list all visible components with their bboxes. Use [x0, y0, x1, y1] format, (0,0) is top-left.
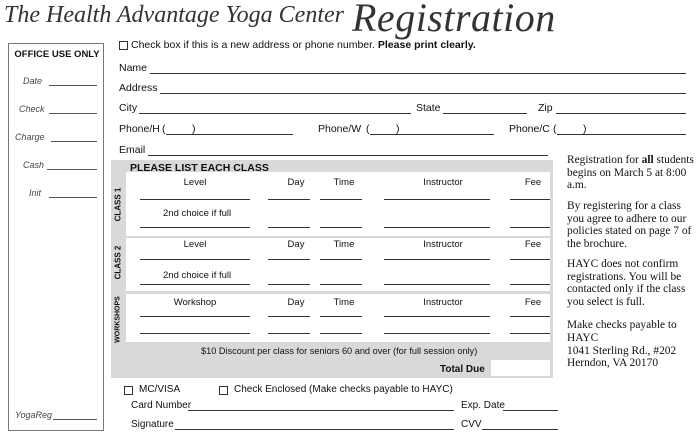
- registration-start-note: [567, 154, 695, 192]
- class1-col-level: Level: [183, 177, 207, 188]
- phone-c-paren-close: ): [583, 123, 587, 135]
- class1-alt-time-field[interactable]: [320, 227, 362, 228]
- registration-start-bold: all: [641, 154, 654, 166]
- phone-w-paren-close: ): [396, 123, 400, 135]
- class1-instructor-field[interactable]: [384, 199, 490, 200]
- total-due-field[interactable]: [491, 360, 550, 376]
- workshop-col-time: Time: [333, 297, 355, 308]
- policy-note: By registering for a class you agree to adhere to our policies stated on page 7 of the brochure.: [567, 200, 692, 250]
- phone-h-paren-close: ): [192, 123, 196, 135]
- registration-start-post: students begins on March 5 at 8:00 a.m.: [567, 154, 694, 191]
- signature-field[interactable]: [175, 429, 454, 430]
- office-cash-line[interactable]: [47, 169, 97, 170]
- class2-col-day: Day: [287, 239, 305, 250]
- class1-col-instructor: Instructor: [423, 177, 463, 188]
- check-enclosed-label: Check Enclosed (Make checks payable to HAYC): [234, 384, 453, 395]
- payable-note: Make checks payable to HAYC: [567, 319, 677, 344]
- office-charge-label: Charge: [15, 132, 45, 142]
- workshop-col-day: Day: [287, 297, 305, 308]
- phone-c-paren-open: (: [553, 123, 557, 135]
- mcvisa-checkbox[interactable]: [124, 386, 133, 395]
- class1-alt-level-field[interactable]: [140, 227, 250, 228]
- workshop1-day-field[interactable]: [268, 316, 310, 317]
- class2-alt-day-field[interactable]: [268, 284, 310, 285]
- office-cash-label: Cash: [23, 160, 45, 170]
- class1-label: CLASS 1: [113, 187, 123, 222]
- total-due-label: Total Due: [440, 364, 485, 375]
- cvv-label: CVV: [461, 419, 482, 430]
- phone-c-field[interactable]: [557, 134, 686, 135]
- state-field[interactable]: [443, 113, 527, 114]
- class2-alt-instructor-field[interactable]: [384, 284, 490, 285]
- workshop1-instructor-field[interactable]: [384, 316, 490, 317]
- workshop1-time-field[interactable]: [320, 316, 362, 317]
- office-init-label: Init: [29, 188, 42, 198]
- office-check-label: Check: [19, 104, 45, 114]
- phone-c-label: Phone/C: [509, 123, 550, 135]
- phone-w-field[interactable]: [370, 134, 494, 135]
- class2-col-fee: Fee: [524, 239, 542, 250]
- phone-h-paren-open: (: [162, 123, 166, 135]
- office-check-line[interactable]: [49, 113, 97, 114]
- class2-alt-time-field[interactable]: [320, 284, 362, 285]
- class2-col-level: Level: [183, 239, 207, 250]
- class1-second-choice-label: 2nd choice if full: [163, 208, 232, 219]
- address-line1: 1041 Sterling Rd., #202: [567, 345, 677, 357]
- class2-col-instructor: Instructor: [423, 239, 463, 250]
- workshop2-day-field[interactable]: [268, 333, 310, 334]
- name-field[interactable]: [150, 73, 686, 74]
- workshop-col-instructor: Instructor: [423, 297, 463, 308]
- workshops-label: WORKSHOPS: [114, 296, 122, 343]
- new-address-checkbox[interactable]: [119, 41, 128, 50]
- check-enclosed-checkbox[interactable]: [219, 386, 228, 395]
- office-use-box: [8, 43, 104, 431]
- signature-label: Signature: [131, 419, 174, 430]
- senior-discount-note: $10 Discount per class for seniors 60 and over (for full session only): [201, 346, 478, 356]
- class1-alt-fee-field[interactable]: [510, 227, 550, 228]
- card-number-field[interactable]: [188, 410, 454, 411]
- city-field[interactable]: [139, 113, 411, 114]
- class1-day-field[interactable]: [268, 199, 310, 200]
- address-line2: Herndon, VA 20170: [567, 357, 659, 369]
- workshop1-fee-field[interactable]: [510, 316, 550, 317]
- office-use-title: OFFICE USE ONLY: [14, 49, 100, 60]
- class2-label: CLASS 2: [113, 245, 123, 280]
- class1-col-fee: Fee: [524, 177, 542, 188]
- workshop2-time-field[interactable]: [320, 333, 362, 334]
- address-label: Address: [119, 82, 158, 94]
- class2-day-field[interactable]: [268, 259, 310, 260]
- class1-alt-instructor-field[interactable]: [384, 227, 490, 228]
- cvv-field[interactable]: [482, 429, 558, 430]
- class2-time-field[interactable]: [320, 259, 362, 260]
- class2-fee-field[interactable]: [510, 259, 550, 260]
- class1-col-time: Time: [333, 177, 355, 188]
- office-charge-line[interactable]: [51, 141, 97, 142]
- new-address-note: [131, 39, 476, 51]
- class2-level-field[interactable]: [140, 259, 250, 260]
- class2-instructor-field[interactable]: [384, 259, 490, 260]
- center-name: The Health Advantage Yoga Center: [4, 2, 344, 28]
- workshop-col-name: Workshop: [173, 297, 217, 308]
- office-date-label: Date: [23, 76, 43, 86]
- page-title: Registration: [352, 0, 556, 40]
- registration-start-pre: Registration for: [567, 154, 642, 166]
- class2-alt-fee-field[interactable]: [510, 284, 550, 285]
- card-number-label: Card Number: [131, 400, 192, 411]
- email-field[interactable]: [148, 155, 548, 156]
- phone-h-field[interactable]: [166, 134, 293, 135]
- phone-w-label: Phone/W: [318, 123, 362, 135]
- class1-alt-day-field[interactable]: [268, 227, 310, 228]
- exp-date-field[interactable]: [503, 410, 558, 411]
- class1-level-field[interactable]: [140, 199, 250, 200]
- state-label: State: [416, 102, 441, 114]
- class2-second-choice-label: 2nd choice if full: [163, 270, 232, 281]
- workshop-col-fee: Fee: [524, 297, 542, 308]
- print-clearly-text: Please print clearly.: [377, 39, 476, 51]
- class1-time-field[interactable]: [320, 199, 362, 200]
- class2-col-time: Time: [333, 239, 355, 250]
- city-label: City: [119, 102, 138, 114]
- office-footer-line[interactable]: [53, 419, 97, 420]
- office-footer-label: YogaReg: [15, 410, 53, 420]
- workshop1-name-field[interactable]: [140, 316, 250, 317]
- workshop2-fee-field[interactable]: [510, 333, 550, 334]
- phone-w-paren-open: (: [366, 123, 370, 135]
- email-label: Email: [119, 144, 146, 156]
- mcvisa-label: MC/VISA: [139, 384, 181, 395]
- confirmation-note: HAYC does not confirm registrations. You will be contacted only if the class you select is full.: [567, 258, 686, 308]
- exp-date-label: Exp. Date: [461, 400, 505, 411]
- name-label: Name: [119, 62, 148, 74]
- new-address-text: Check box if this is a new address or phone number.: [131, 39, 375, 51]
- class1-col-day: Day: [287, 177, 305, 188]
- class-table-heading: PLEASE LIST EACH CLASS: [130, 162, 269, 174]
- workshop2-instructor-field[interactable]: [384, 333, 490, 334]
- office-init-line[interactable]: [49, 197, 97, 198]
- address-field[interactable]: [160, 93, 686, 94]
- class2-alt-level-field[interactable]: [140, 284, 250, 285]
- office-date-line[interactable]: [49, 85, 97, 86]
- zip-field[interactable]: [556, 113, 686, 114]
- class1-fee-field[interactable]: [510, 199, 550, 200]
- phone-h-label: Phone/H: [119, 123, 160, 135]
- workshop2-name-field[interactable]: [140, 333, 250, 334]
- zip-label: Zip: [538, 102, 553, 114]
